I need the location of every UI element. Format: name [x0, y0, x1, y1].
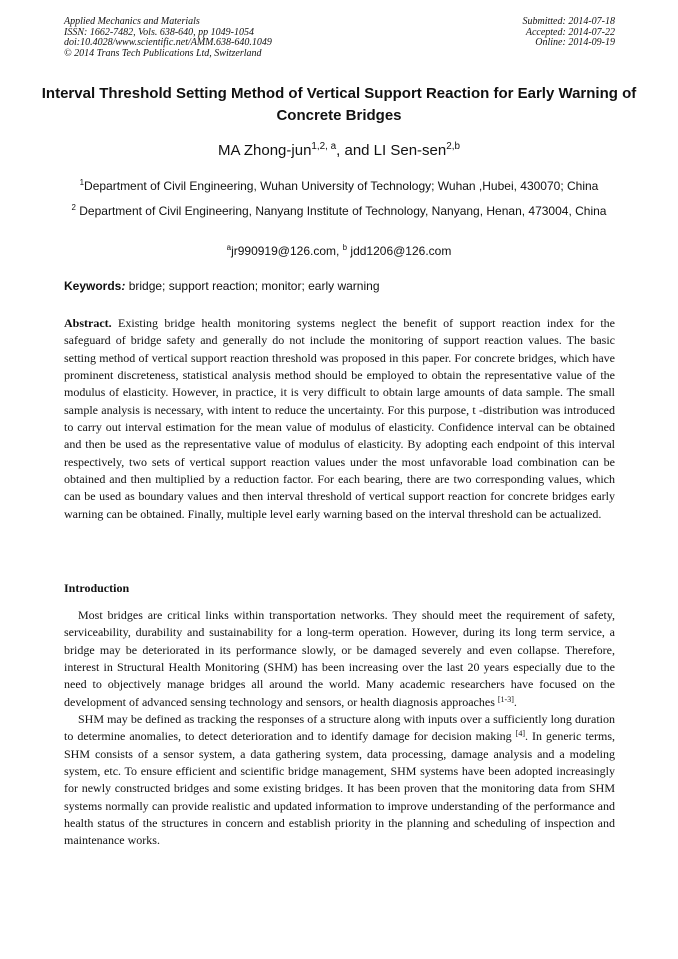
citation-ref[interactable]: [1-3] — [497, 694, 514, 704]
paper-title: Interval Threshold Setting Method of Vertical Support Reaction for Early Warning of Concrete Bridges — [41, 85, 637, 124]
section-heading-introduction: Introduction — [64, 581, 130, 595]
journal-issn: ISSN: 1662-7482, Vols. 638-640, pp 1049-1054 — [64, 26, 254, 38]
keywords-label: Keywords — [64, 279, 122, 293]
paragraph-text: Most bridges are critical links within transportation networks. They should meet the requirement of safety, serviceability, durability and sustainability for a long-term operation. However, during its long term service, a bridge may be deteriorated in its performance slowly, or be damaged severely and even collapse. Therefore, interest in Structural Health Monitoring (SHM) has been increasing over the last 20 years especially due to the need to objectively manage bridges all around the world. Many academic researchers have focused on the development of advanced sensing technology and sensors, or health diagnosis approaches — [64, 608, 615, 709]
abstract-text: Existing bridge health monitoring systems neglect the benefit of support reaction index for the safeguard of bridge safety and generally do not include the monitoring of support reaction values. The basic setting method of vertical support reaction threshold was proposed in this paper. For concrete bridges, which have prominent discreteness, statistical analysis method should be employed to obtain the representative value of the modulus of elasticity. However, in practice, it is very difficult to obtain large amounts of data sample. The small sample analysis is necessary, with intent to reduce the uncertainty. For this purpose, t -distribution was introduced to carry out interval estimation for the mean value of modulus of elasticity. Confidence interval can be obtained and then be used as the representative value of modulus of elasticity. By adopting each endpoint of this interval respectively, two sets of vertical support reaction values under the most unfavorable load combination can be obtained and then multiplied by a reduction factor. For each bearing, there are two corresponding values, which can be used as boundary values and then interval threshold of vertical support reaction for concrete bridges early warning can be obtained. Finally, multiple level early warning based on the interval threshold can be actualized. — [64, 316, 615, 521]
abstract-paragraph — [64, 315, 615, 523]
affiliation-text: Department of Civil Engineering, Wuhan University of Technology; Wuhan ,Hubei, 430070; China — [84, 179, 599, 193]
paragraph-text: SHM may be defined as tracking the responses of a structure along with inputs over a sufficiently long duration to determine anomalies, to detect deterioration and to identify damage for decision making — [64, 712, 615, 744]
body-paragraph — [64, 607, 615, 711]
author-name: LI Sen-sen — [373, 142, 447, 159]
keywords-line — [64, 278, 616, 294]
email-mark: b — [342, 243, 348, 252]
affiliation-2 — [50, 202, 628, 220]
affiliation-1 — [50, 177, 628, 195]
email-link[interactable]: jdd1206@126.com — [347, 244, 452, 258]
body-paragraph — [64, 711, 615, 850]
dates-header — [523, 17, 616, 49]
abstract-label: Abstract. — [64, 316, 112, 330]
journal-doi[interactable]: doi:10.4028/www.scientific.net/AMM.638-640.1049 — [64, 37, 272, 49]
affiliation-mark: 1 — [79, 178, 85, 187]
journal-copyright: © 2014 Trans Tech Publications Ltd, Switzerland — [64, 48, 262, 60]
author-affiliation-mark: 1,2, a — [311, 141, 337, 152]
author-line — [40, 140, 638, 162]
affiliation-text: Department of Civil Engineering, Nanyang Institute of Technology, Nanyang, Henan, 473004, China — [75, 204, 607, 218]
author-emails — [50, 242, 628, 260]
submitted-date: Submitted: 2014-07-18 — [522, 16, 615, 27]
introduction-section — [64, 607, 615, 850]
email-mark: a — [226, 243, 232, 252]
author-name: MA Zhong-jun — [218, 142, 312, 159]
paragraph-text: . In generic terms, SHM consists of a sensor system, a data gathering system, data processing, damage analysis and a modeling system, etc. To ensure efficient and scientific bridge management, SHM systems have been adopted increasingly for newly constructed bridges and some existing bridges. It has been proven that the monitoring data from SHM systems normally can provide realistic and updated information to improve understanding of the performance and health status of the structures in concern and establish priority in the planning and scheduling of inspection and maintenance works. — [64, 729, 615, 848]
keywords-text: bridge; support reaction; monitor; early warning — [125, 279, 380, 293]
journal-header — [64, 17, 272, 60]
online-date: Online: 2014-09-19 — [535, 37, 615, 49]
paragraph-text: . — [513, 694, 517, 709]
author-separator: , and — [336, 142, 374, 159]
accepted-date: Accepted: 2014-07-22 — [525, 26, 615, 38]
journal-name: Applied Mechanics and Materials — [64, 16, 200, 27]
affiliation-mark: 2 — [71, 203, 76, 212]
email-link[interactable]: jr990919@126.com, — [231, 244, 343, 258]
citation-ref[interactable]: [4] — [515, 729, 525, 739]
author-affiliation-mark: 2,b — [446, 141, 460, 152]
keywords-colon: : — [121, 279, 126, 293]
